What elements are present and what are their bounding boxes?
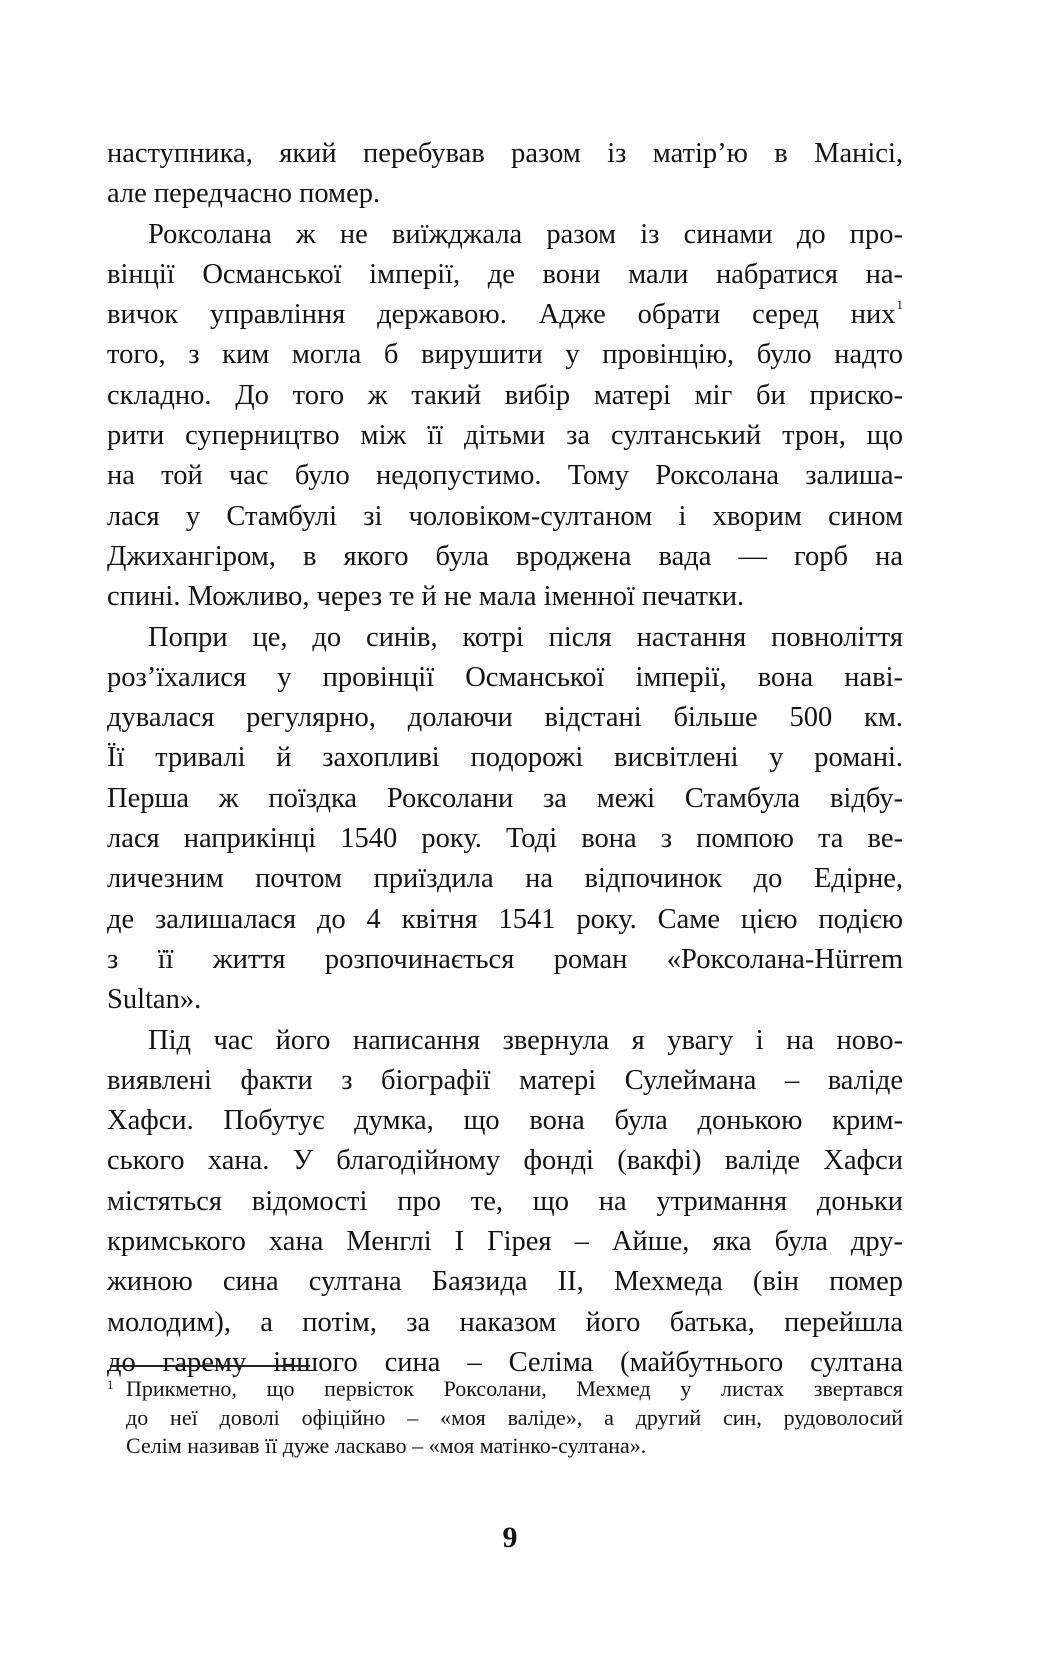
text-line: рити суперництво між її дітьми за султанський трон, що: [107, 420, 903, 452]
text-line: роз’їхалися у провінції Османської імперії, вона наві-: [107, 661, 903, 693]
text-line: наступника, який перебував разом із матір’ю в Манісі,: [107, 138, 903, 169]
text-line: містяться відомості про те, що на утримання доньки: [107, 1185, 903, 1217]
body-text: [107, 134, 903, 1383]
text-line: спині. Можливо, через те й не мала іменної печатки.: [107, 581, 745, 613]
text-line: Під час його написання звернула я увагу і на ново-: [148, 1024, 903, 1056]
text-line: Роксолана ж не виїжджала разом із синами до про-: [148, 218, 903, 250]
paragraph: [107, 1021, 903, 1384]
text-line-content: вичок управління державою. Адже обрати серед них: [107, 299, 896, 331]
text-line: Перша ж поїздка Роксолани за межі Стамбула відбу-: [107, 782, 903, 814]
text-line: жиною сина султана Баязида ІІ, Мехмеда (він помер: [107, 1266, 903, 1298]
footnote-reference[interactable]: 1: [896, 297, 903, 313]
text-line: лася наприкінці 1540 року. Тоді вона з помпою та ве-: [107, 823, 903, 855]
text-line: з її життя розпочинається роман «Роксолана-Hürrem: [107, 943, 903, 975]
text-line: виявлені факти з біографії матері Сулеймана – валіде: [107, 1064, 903, 1096]
text-line: до гарему іншого сина – Селіма (майбутнього султана: [107, 1346, 903, 1378]
footnote-text: [126, 1375, 903, 1461]
footnote-mark: 1: [107, 1377, 114, 1392]
paragraph: [107, 215, 903, 618]
text-line-with-footnote-ref: [107, 295, 903, 335]
footnote-separator: [110, 1365, 310, 1367]
text-line: Попри це, до синів, котрі після настання повноліття: [148, 621, 903, 653]
text-line: ського хана. У благодійному фонді (вакфі) валіде Хафси: [107, 1145, 903, 1177]
page-number: 9: [502, 1521, 518, 1554]
text-line: кримського хана Менглі І Гірея – Айше, яка була дру-: [107, 1226, 903, 1258]
footnote: [107, 1375, 903, 1461]
text-line: але передчасно помер.: [107, 178, 381, 210]
footnotes: [107, 1375, 903, 1461]
paragraph: [107, 134, 903, 215]
text-line: личезним почтом приїздила на відпочинок до Едірне,: [107, 863, 903, 895]
text-line: Її тривалі й захопливі подорожі висвітлені у романі.: [107, 742, 903, 774]
text-line: складно. До того ж такий вибір матері міг би приско-: [107, 379, 903, 411]
text-line: Sultan».: [107, 984, 202, 1016]
text-line: лася у Стамбулі зі чоловіком-султаном і хворим сином: [107, 500, 903, 532]
footnote-line: Прикметно, що первісток Роксолани, Мехмед у листах звертався: [126, 1376, 903, 1401]
text-line: Хафси. Побутує думка, що вона була донькою крим-: [107, 1105, 903, 1137]
footnote-line: до неї доволі офіційно – «моя валіде», а другий син, рудоволосий: [126, 1404, 903, 1430]
text-line: вінції Османської імперії, де вони мали набратися на-: [107, 258, 903, 290]
text-line: того, з ким могла б вирушити у провінцію, було надто: [107, 339, 903, 371]
footnote-line: Селім називав її дуже ласкаво – «моя матінко-султана».: [126, 1433, 647, 1458]
text-line: на той час було недопустимо. Тому Роксолана залиша-: [107, 460, 903, 492]
text-line: молодим), а потім, за наказом його батька, перейшла: [107, 1306, 903, 1338]
text-line: дувалася регулярно, долаючи відстані більше 500 км.: [107, 702, 903, 734]
paragraph: [107, 618, 903, 1021]
text-line: Джихангіром, в якого була вроджена вада — горб на: [107, 540, 903, 572]
text-line: де залишалася до 4 квітня 1541 року. Саме цією подією: [107, 903, 903, 935]
